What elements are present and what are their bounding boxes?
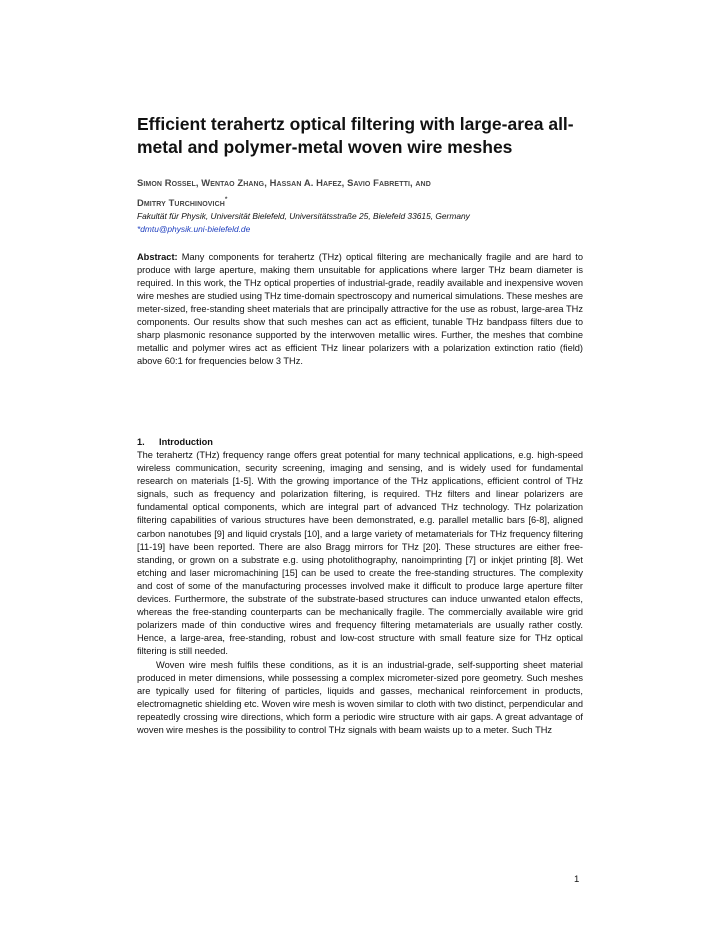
affiliation: Fakultät für Physik, Universität Bielefeld, Universitätsstraße 25, Bielefeld 33615, Germany (137, 211, 470, 221)
author-line-1: Simon Rossel, Wentao Zhang, Hassan A. Hafez, Savio Fabretti, and (137, 177, 431, 188)
page-number: 1 (574, 874, 580, 885)
corresponding-email[interactable]: *dmtu@physik.uni-bielefeld.de (137, 224, 251, 234)
abstract-text: Many components for terahertz (THz) optical filtering are mechanically fragile and are hard to produce with large aperture, making them unsuitable for applications where larger THz beam diameter is required. In this work, the THz optical properties of industrial-grade, readily available and inexpensive woven wire meshes are studied using THz time-domain spectroscopy and numerical simulations. These meshes are meter-sized, free-standing sheet materials that are principally attractive for the use as robust, large-area THz components. Our results show that such meshes can act as efficient, tunable THz bandpass filters due to sharp plasmonic resonance supported by the interwoven metallic wires. Further, the meshes that combine metallic and polymer wires act as efficient THz linear polarizers with a polarization extinction ratio (field) above 60:1 for frequencies below 3 THz. (137, 252, 583, 367)
corresponding-mark: * (224, 196, 228, 203)
section-title: Introduction (159, 437, 213, 447)
author-line-2 (137, 191, 583, 211)
section-number: 1. (137, 437, 145, 447)
affiliation-block (137, 210, 583, 236)
section-heading (137, 436, 583, 449)
author-name: Dmitry Turchinovich (137, 197, 225, 208)
abstract (137, 251, 583, 368)
abstract-label: Abstract: (137, 252, 178, 262)
paragraph: The terahertz (THz) frequency range offers great potential for many technical applications, e.g. high-speed wireless communication, security screening, imaging and sensing, and is widely used for fundamental research on materials [1-5]. With the growing importance of the THz applications, efficient control of THz signals, such as frequency and polarization filtering, is required. THz filters and linear polarizers are fundamental optical components, which are integral part of advanced THz technology. THz polarization filtering capabilities of various structures have been demonstrated, e.g. parallel metallic bars [6-8], aligned carbon nanotubes [9] and liquid crystals [10], and a large variety of metamaterials for THz frequency filtering [11-19] have been reported. There are also Bragg mirrors for THz [20]. These structures are either free-standing, or grown on a substrate e.g. using photolithography, nanoimprinting [7] or inkjet printing [8]. Wet etching and laser micromachining [15] can be used to create the free-standing structures. The complexity and cost of some of the manufacturing processes involved make it difficult to produce large aperture filter devices. Furthermore, the substrate of the substrate-based structures can induce unwanted etalon effects, whereas the free-standing counterparts can be mechanically fragile. The commercially available wire grid polarizers made of thin conductive wires and frequency filtering metamaterials are usually rather costly. Hence, a large-area, free-standing, robust and low-cost structure with small feature size for THz optical filtering is still needed. (137, 450, 583, 657)
paper-title: Efficient terahertz optical filtering with large-area all-metal and polymer-metal woven wire meshes (137, 114, 574, 157)
author-list (137, 174, 583, 211)
introduction-body (137, 449, 583, 737)
paragraph: Woven wire mesh fulfils these conditions, as it is an industrial-grade, self-supporting sheet material produced in meter dimensions, while possessing a complex micrometer-sized pore geometry. Such meshes are typically used for filtering of particles, liquids and gasses, mechanical reinforcement in products, electromagnetic shielding etc. Woven wire mesh is woven similar to cloth with two distinct, perpendicular and repeatedly crossing wire directions, which form a periodic wire structure with air gaps. A great advantage of woven wire meshes is the possibility to control THz signals with beam waists up to a meter. Such THz (137, 659, 583, 735)
